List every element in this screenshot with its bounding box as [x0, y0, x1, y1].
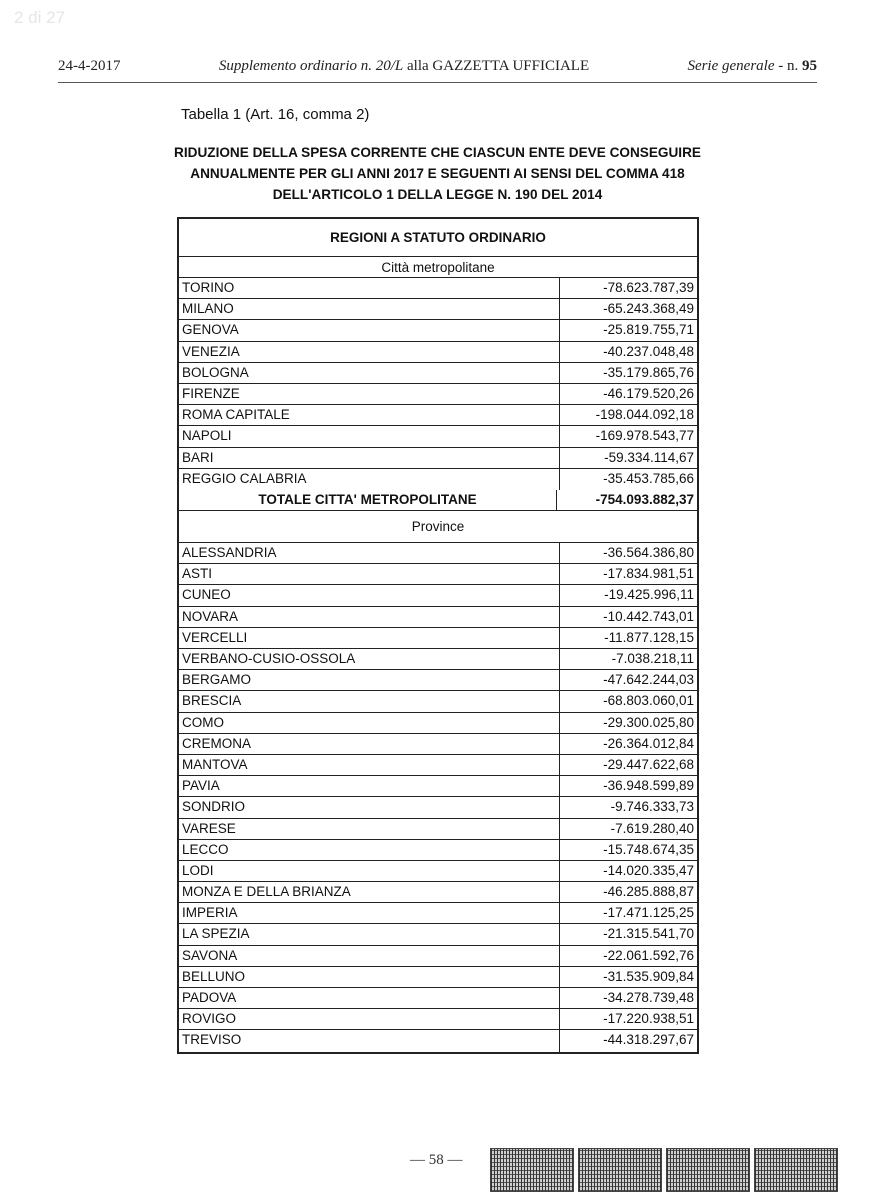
entity-name: GENOVA	[179, 320, 560, 340]
reduction-amount: -169.978.543,77	[595, 428, 694, 444]
entity-name: PADOVA	[179, 988, 560, 1008]
reduction-amount: -17.471.125,25	[603, 905, 694, 921]
entity-name: VARESE	[179, 819, 560, 839]
page-number: — 58 —	[410, 1152, 463, 1168]
reduction-amount: -198.044.092,18	[595, 407, 694, 423]
entity-name: ROMA CAPITALE	[179, 405, 560, 425]
entity-name: ASTI	[179, 564, 560, 584]
table-row	[179, 649, 697, 670]
title-line: DELL'ARTICOLO 1 DELLA LEGGE N. 190 DEL 2014	[272, 187, 603, 202]
entity-name: BELLUNO	[179, 967, 560, 987]
reduction-amount: -35.453.785,66	[603, 470, 694, 486]
metro-total-row	[179, 490, 697, 511]
header-divider	[58, 82, 817, 83]
table-row	[179, 585, 697, 606]
table-row	[179, 840, 697, 861]
table-row	[179, 882, 697, 903]
gazette-header	[58, 55, 817, 77]
entity-name: NAPOLI	[179, 426, 560, 446]
reduction-amount: -7.619.280,40	[610, 820, 694, 836]
table-row	[179, 861, 697, 882]
entity-name: LA SPEZIA	[179, 924, 560, 944]
metro-rows	[179, 278, 697, 490]
entity-name: FIRENZE	[179, 384, 560, 404]
table-row	[179, 342, 697, 363]
reduction-amount: -65.243.368,49	[603, 301, 694, 317]
entity-name: IMPERIA	[179, 903, 560, 923]
entity-name: VERCELLI	[179, 628, 560, 648]
table-row	[179, 363, 697, 384]
table-row	[179, 946, 697, 967]
reduction-amount: -11.877.128,15	[604, 629, 694, 645]
entity-name: TORINO	[179, 278, 560, 298]
title-line: RIDUZIONE DELLA SPESA CORRENTE CHE CIASCUN ENTE DEVE CONSEGUIRE	[174, 145, 701, 160]
table-row	[179, 713, 697, 734]
entity-name: SONDRIO	[179, 797, 560, 817]
reduction-amount: -19.425.996,11	[604, 587, 694, 603]
entity-name: CREMONA	[179, 734, 560, 754]
header-series	[687, 58, 817, 75]
entity-name: MILANO	[179, 299, 560, 319]
reduction-amount: -15.748.674,35	[603, 841, 694, 857]
document-title	[150, 142, 725, 205]
section-metro-label: Città metropolitane	[179, 257, 697, 278]
table-row	[179, 797, 697, 818]
table-row	[179, 776, 697, 797]
reduction-amount: -17.220.938,51	[603, 1011, 694, 1027]
reduction-amount: -78.623.787,39	[603, 280, 694, 295]
entity-name: CUNEO	[179, 585, 560, 605]
table-row	[179, 543, 697, 564]
table-row	[179, 755, 697, 776]
entity-name: REGGIO CALABRIA	[179, 469, 560, 490]
reduction-amount: -10.442.743,01	[603, 608, 694, 624]
entity-name: LODI	[179, 861, 560, 881]
reduction-amount: -29.300.025,80	[603, 714, 694, 730]
table-row	[179, 278, 697, 299]
entity-name: LECCO	[179, 840, 560, 860]
metro-total-value: -754.093.882,37	[595, 491, 694, 507]
table-row	[179, 903, 697, 924]
section-province-label: Province	[179, 511, 697, 543]
reduction-amount: -44.318.297,67	[603, 1032, 694, 1048]
entity-name: SAVONA	[179, 946, 560, 966]
table-row	[179, 426, 697, 447]
province-rows	[179, 543, 697, 1052]
reduction-amount: -22.061.592,76	[603, 947, 694, 963]
entity-name: BOLOGNA	[179, 363, 560, 383]
reduction-table	[177, 217, 699, 1054]
reduction-amount: -40.237.048,48	[603, 343, 694, 359]
reduction-amount: -46.285.888,87	[603, 884, 694, 900]
header-supplement: Supplemento ordinario n. 20/L	[218, 57, 404, 74]
table-label: Tabella 1 (Art. 16, comma 2)	[181, 106, 370, 123]
entity-name: TREVISO	[179, 1030, 560, 1051]
table-row	[179, 691, 697, 712]
barcode-strip	[490, 1148, 838, 1192]
table-row	[179, 448, 697, 469]
entity-name: COMO	[179, 713, 560, 733]
entity-name: VENEZIA	[179, 342, 560, 362]
header-publication	[219, 58, 589, 75]
table-row	[179, 670, 697, 691]
table-row	[179, 1030, 697, 1051]
reduction-amount: -21.315.541,70	[603, 926, 694, 942]
table-row	[179, 320, 697, 341]
header-series-name: Serie generale	[687, 57, 775, 74]
entity-name: PAVIA	[179, 776, 560, 796]
reduction-amount: -36.564.386,80	[603, 545, 694, 561]
barcode-image	[578, 1148, 662, 1192]
reduction-amount: -14.020.335,47	[603, 862, 694, 878]
header-series-number: 95	[802, 57, 817, 74]
reduction-amount: -46.179.520,26	[603, 385, 694, 401]
barcode-image	[754, 1148, 838, 1192]
reduction-amount: -36.948.599,89	[603, 778, 694, 794]
reduction-amount: -9.746.333,73	[610, 799, 694, 815]
entity-name: BRESCIA	[179, 691, 560, 711]
table-row	[179, 607, 697, 628]
table-row	[179, 1009, 697, 1030]
table-row	[179, 988, 697, 1009]
barcode-image	[666, 1148, 750, 1192]
table-row	[179, 628, 697, 649]
table-row	[179, 384, 697, 405]
header-gazette: alla GAZZETTA UFFICIALE	[403, 57, 590, 74]
table-row	[179, 734, 697, 755]
reduction-amount: -7.038.218,11	[611, 651, 694, 666]
entity-name: BERGAMO	[179, 670, 560, 690]
table-row	[179, 967, 697, 988]
table-row	[179, 469, 697, 490]
reduction-amount: -47.642.244,03	[603, 672, 694, 688]
title-line: ANNUALMENTE PER GLI ANNI 2017 E SEGUENTI AI SENSI DEL COMMA 418	[190, 166, 685, 181]
entity-name: MANTOVA	[179, 755, 560, 775]
reduction-amount: -25.819.755,71	[603, 322, 694, 338]
reduction-amount: -26.364.012,84	[603, 735, 694, 751]
entity-name: ROVIGO	[179, 1009, 560, 1029]
table-row	[179, 405, 697, 426]
entity-name: ALESSANDRIA	[179, 543, 560, 563]
reduction-amount: -35.179.865,76	[603, 364, 694, 380]
reduction-amount: -31.535.909,84	[603, 968, 694, 984]
barcode-image	[490, 1148, 574, 1192]
header-date: 24-4-2017	[58, 57, 121, 74]
table-row	[179, 564, 697, 585]
entity-name: BARI	[179, 448, 560, 468]
table-heading: REGIONI A STATUTO ORDINARIO	[179, 219, 697, 257]
table-row	[179, 924, 697, 945]
reduction-amount: -34.278.739,48	[603, 990, 694, 1005]
reduction-amount: -59.334.114,67	[604, 449, 694, 465]
reduction-amount: -17.834.981,51	[603, 566, 694, 582]
entity-name: VERBANO-CUSIO-OSSOLA	[179, 649, 560, 669]
entity-name: MONZA E DELLA BRIANZA	[179, 882, 560, 902]
page-counter: 2 di 27	[14, 8, 66, 27]
entity-name: NOVARA	[179, 607, 560, 627]
table-row	[179, 299, 697, 320]
table-row	[179, 819, 697, 840]
reduction-amount: -29.447.622,68	[603, 756, 694, 772]
metro-total-label: TOTALE CITTA' METROPOLITANE	[179, 490, 557, 510]
reduction-amount: -68.803.060,01	[603, 693, 694, 709]
header-series-sep: - n.	[774, 57, 802, 74]
